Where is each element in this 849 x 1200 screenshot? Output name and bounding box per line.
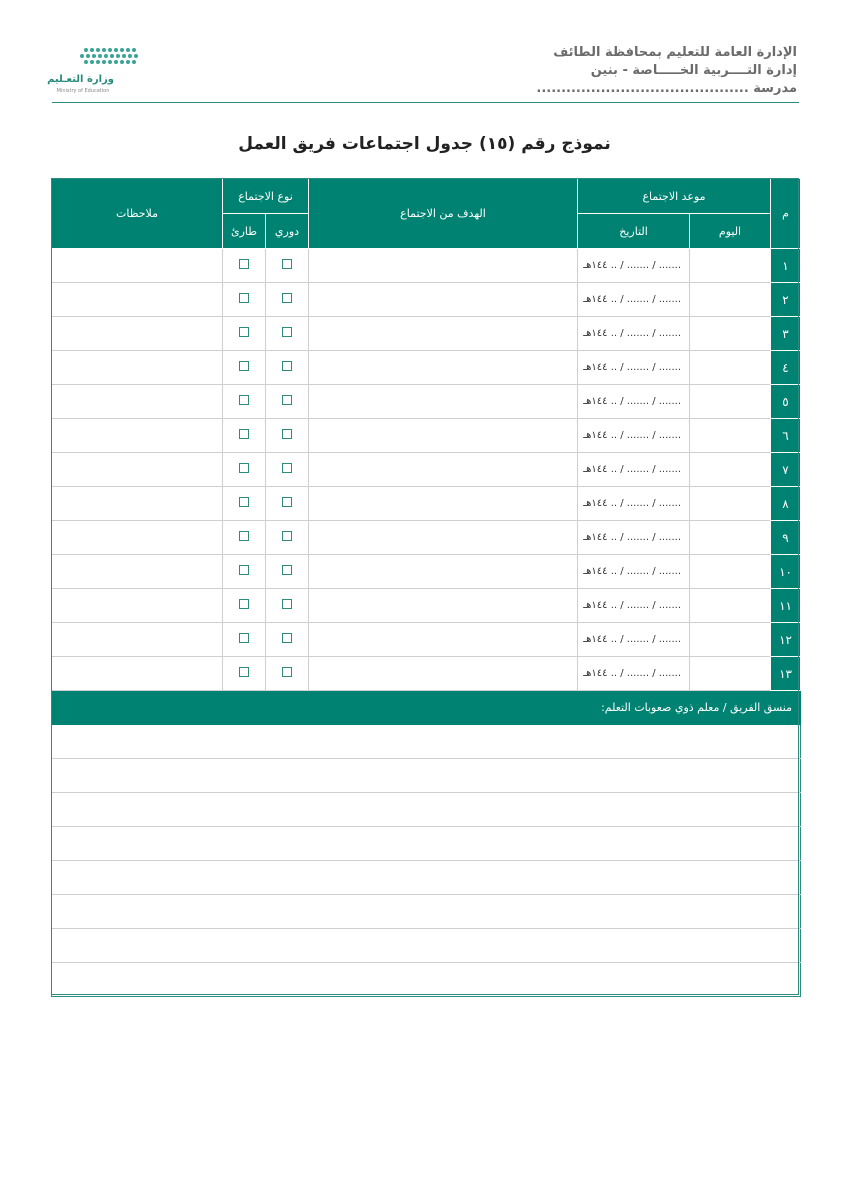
emergency-checkbox-cell <box>223 249 266 283</box>
emergency-checkbox-cell <box>223 521 266 555</box>
col-day-header: اليوم <box>690 214 771 249</box>
col-meeting-time-header: موعد الاجتماع <box>578 179 771 214</box>
row-number: ١٢ <box>771 623 801 657</box>
row-number: ٥ <box>771 385 801 419</box>
org-line-2: إدارة التــــربية الخـــــاصة - بنين <box>590 63 797 78</box>
day-cell[interactable] <box>690 249 771 283</box>
notes-cell[interactable] <box>52 317 223 351</box>
notes-cell[interactable] <box>52 419 223 453</box>
date-cell[interactable]: ....... / ....... / .. ١٤٤هـ <box>578 657 690 691</box>
date-cell[interactable]: ....... / ....... / .. ١٤٤هـ <box>578 623 690 657</box>
day-cell[interactable] <box>690 521 771 555</box>
blank-line[interactable] <box>52 793 801 827</box>
emergency-checkbox[interactable] <box>239 599 249 609</box>
notes-cell[interactable] <box>52 351 223 385</box>
notes-cell[interactable] <box>52 283 223 317</box>
emergency-checkbox-cell <box>223 487 266 521</box>
periodic-checkbox[interactable] <box>282 327 292 337</box>
emergency-checkbox-cell <box>223 453 266 487</box>
table-row <box>52 555 801 589</box>
periodic-checkbox-cell <box>266 589 309 623</box>
page-title: نموذج رقم (١٥) جدول اجتماعات فريق العمل <box>238 134 611 154</box>
signature-line <box>52 861 801 895</box>
blank-line[interactable] <box>52 929 801 963</box>
table-row <box>52 589 801 623</box>
row-number: ١٣ <box>771 657 801 691</box>
row-number: ٧ <box>771 453 801 487</box>
periodic-checkbox-cell <box>266 317 309 351</box>
blank-line[interactable] <box>52 725 801 759</box>
col-periodic-header: دوري <box>266 214 309 249</box>
day-cell[interactable] <box>690 487 771 521</box>
org-line-1: الإدارة العامة للتعليم بمحافظة الطائف <box>553 45 797 60</box>
blank-line[interactable] <box>52 861 801 895</box>
date-cell[interactable]: ....... / ....... / .. ١٤٤هـ <box>578 385 690 419</box>
periodic-checkbox-cell <box>266 453 309 487</box>
periodic-checkbox[interactable] <box>282 667 292 677</box>
emergency-checkbox-cell <box>223 419 266 453</box>
row-number: ٤ <box>771 351 801 385</box>
emergency-checkbox[interactable] <box>239 463 249 473</box>
emergency-checkbox-cell <box>223 589 266 623</box>
table-row <box>52 419 801 453</box>
periodic-checkbox[interactable] <box>282 463 292 473</box>
periodic-checkbox-cell <box>266 283 309 317</box>
day-cell[interactable] <box>690 623 771 657</box>
emergency-checkbox[interactable] <box>239 429 249 439</box>
date-cell[interactable]: ....... / ....... / .. ١٤٤هـ <box>578 317 690 351</box>
emergency-checkbox[interactable] <box>239 497 249 507</box>
notes-cell[interactable] <box>52 487 223 521</box>
emergency-checkbox-cell <box>223 657 266 691</box>
notes-cell[interactable] <box>52 385 223 419</box>
coordinator-label: منسق الفريق / معلم ذوي صعوبات التعلم: <box>52 691 801 725</box>
organization-header <box>536 44 797 98</box>
goal-cell[interactable] <box>309 351 578 385</box>
periodic-checkbox[interactable] <box>282 293 292 303</box>
col-type-header: نوع الاجتماع <box>223 179 309 214</box>
periodic-checkbox[interactable] <box>282 599 292 609</box>
periodic-checkbox[interactable] <box>282 497 292 507</box>
periodic-checkbox-cell <box>266 385 309 419</box>
col-emergency-header: طارئ <box>223 214 266 249</box>
blank-line[interactable] <box>52 895 801 929</box>
emergency-checkbox[interactable] <box>239 633 249 643</box>
goal-cell[interactable] <box>309 521 578 555</box>
logo-subtitle: Ministry of Education <box>56 88 110 94</box>
periodic-checkbox[interactable] <box>282 633 292 643</box>
blank-line[interactable] <box>52 827 801 861</box>
periodic-checkbox-cell <box>266 555 309 589</box>
day-cell[interactable] <box>690 317 771 351</box>
periodic-checkbox-cell <box>266 351 309 385</box>
emergency-checkbox[interactable] <box>239 361 249 371</box>
goal-cell[interactable] <box>309 453 578 487</box>
logo-text: وزارة التعـليم <box>47 74 114 85</box>
header-divider <box>52 102 799 103</box>
goal-cell[interactable] <box>309 249 578 283</box>
row-number: ٢ <box>771 283 801 317</box>
notes-cell[interactable] <box>52 657 223 691</box>
signature-line <box>52 963 801 997</box>
table-row <box>52 453 801 487</box>
date-cell[interactable]: ....... / ....... / .. ١٤٤هـ <box>578 589 690 623</box>
periodic-checkbox-cell <box>266 623 309 657</box>
emergency-checkbox[interactable] <box>239 395 249 405</box>
col-notes-header: ملاحظات <box>52 179 223 249</box>
date-cell[interactable]: ....... / ....... / .. ١٤٤هـ <box>578 521 690 555</box>
table-row <box>52 317 801 351</box>
table-row <box>52 283 801 317</box>
emergency-checkbox[interactable] <box>239 293 249 303</box>
periodic-checkbox[interactable] <box>282 565 292 575</box>
emergency-checkbox[interactable] <box>239 259 249 269</box>
col-goal-header: الهدف من الاجتماع <box>309 179 578 249</box>
row-number: ٨ <box>771 487 801 521</box>
notes-cell[interactable] <box>52 249 223 283</box>
date-cell[interactable]: ....... / ....... / .. ١٤٤هـ <box>578 351 690 385</box>
date-cell[interactable]: ....... / ....... / .. ١٤٤هـ <box>578 555 690 589</box>
row-number: ٦ <box>771 419 801 453</box>
goal-cell[interactable] <box>309 385 578 419</box>
notes-cell[interactable] <box>52 521 223 555</box>
date-cell[interactable]: ....... / ....... / .. ١٤٤هـ <box>578 419 690 453</box>
signature-line <box>52 725 801 759</box>
periodic-checkbox[interactable] <box>282 429 292 439</box>
day-cell[interactable] <box>690 453 771 487</box>
col-date-header: التاريخ <box>578 214 690 249</box>
day-cell[interactable] <box>690 385 771 419</box>
day-cell[interactable] <box>690 419 771 453</box>
signature-line <box>52 827 801 861</box>
row-number: ١ <box>771 249 801 283</box>
row-number: ١١ <box>771 589 801 623</box>
day-cell[interactable] <box>690 555 771 589</box>
emergency-checkbox[interactable] <box>239 565 249 575</box>
signature-line <box>52 929 801 963</box>
goal-cell[interactable] <box>309 419 578 453</box>
blank-line[interactable] <box>52 759 801 793</box>
periodic-checkbox-cell <box>266 419 309 453</box>
periodic-checkbox-cell <box>266 249 309 283</box>
goal-cell[interactable] <box>309 555 578 589</box>
goal-cell[interactable] <box>309 283 578 317</box>
periodic-checkbox[interactable] <box>282 361 292 371</box>
date-cell[interactable]: ....... / ....... / .. ١٤٤هـ <box>578 249 690 283</box>
emergency-checkbox[interactable] <box>239 327 249 337</box>
goal-cell[interactable] <box>309 317 578 351</box>
col-num-header: م <box>771 179 801 249</box>
emergency-checkbox[interactable] <box>239 531 249 541</box>
goal-cell[interactable] <box>309 623 578 657</box>
date-cell[interactable]: ....... / ....... / .. ١٤٤هـ <box>578 453 690 487</box>
periodic-checkbox-cell <box>266 657 309 691</box>
table-row <box>52 385 801 419</box>
signature-line <box>52 759 801 793</box>
table-row <box>52 249 801 283</box>
day-cell[interactable] <box>690 283 771 317</box>
goal-cell[interactable] <box>309 657 578 691</box>
notes-cell[interactable] <box>52 555 223 589</box>
notes-cell[interactable] <box>52 453 223 487</box>
emergency-checkbox-cell <box>223 555 266 589</box>
signature-line <box>52 793 801 827</box>
notes-cell[interactable] <box>52 589 223 623</box>
table-row <box>52 521 801 555</box>
table-row <box>52 657 801 691</box>
periodic-checkbox[interactable] <box>282 531 292 541</box>
date-cell[interactable]: ....... / ....... / .. ١٤٤هـ <box>578 283 690 317</box>
row-number: ١٠ <box>771 555 801 589</box>
periodic-checkbox[interactable] <box>282 395 292 405</box>
table-row <box>52 487 801 521</box>
notes-cell[interactable] <box>52 623 223 657</box>
emergency-checkbox[interactable] <box>239 667 249 677</box>
emergency-checkbox-cell <box>223 283 266 317</box>
table-row <box>52 351 801 385</box>
goal-cell[interactable] <box>309 589 578 623</box>
signature-line <box>52 895 801 929</box>
day-cell[interactable] <box>690 589 771 623</box>
emergency-checkbox-cell <box>223 623 266 657</box>
row-number: ٣ <box>771 317 801 351</box>
meetings-table <box>51 178 801 997</box>
day-cell[interactable] <box>690 657 771 691</box>
periodic-checkbox-cell <box>266 521 309 555</box>
table-row <box>52 623 801 657</box>
emergency-checkbox-cell <box>223 385 266 419</box>
periodic-checkbox-cell <box>266 487 309 521</box>
periodic-checkbox[interactable] <box>282 259 292 269</box>
date-cell[interactable]: ....... / ....... / .. ١٤٤هـ <box>578 487 690 521</box>
emergency-checkbox-cell <box>223 317 266 351</box>
goal-cell[interactable] <box>309 487 578 521</box>
blank-line[interactable] <box>52 963 801 997</box>
emergency-checkbox-cell <box>223 351 266 385</box>
row-number: ٩ <box>771 521 801 555</box>
school-line: مدرسة ........................................... <box>536 81 797 96</box>
day-cell[interactable] <box>690 351 771 385</box>
